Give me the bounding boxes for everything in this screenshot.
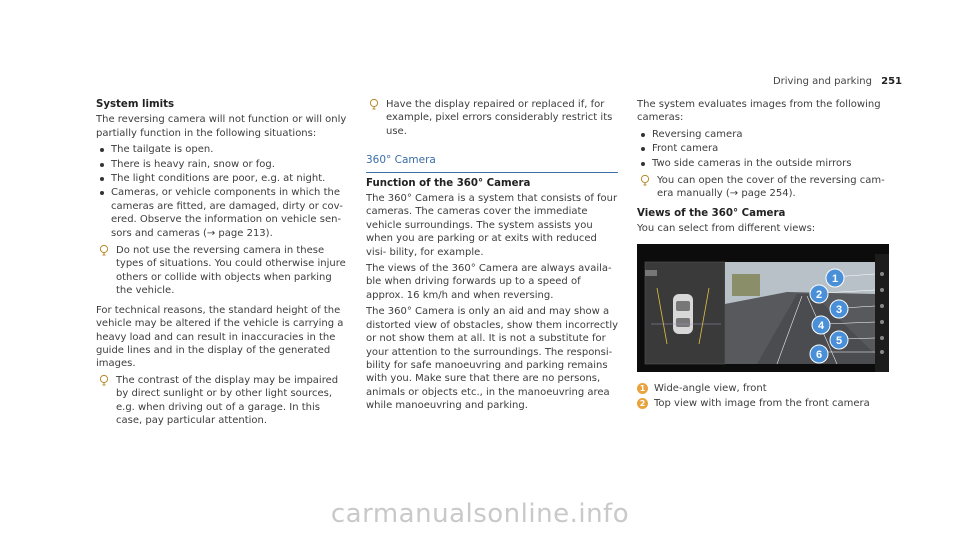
cameras-list [637, 128, 892, 170]
cameras-intro: The system evaluates images from the following cameras: [637, 99, 881, 124]
camera-display-image [637, 244, 889, 372]
list-item: Reversing camera [637, 128, 892, 141]
list-item: Cameras, or vehicle components in which the cameras are fitted, are damaged, dirty or cov- ered. Observe the information on vehicle sen- sors and cameras (→ page 213). [96, 186, 348, 240]
paragraph: The 360° Camera is a system that consists of four cameras. The cameras cover the immediate vehicle surroundings. The system assists you when you are parking or at exits with reduced visi- bility, for example. [366, 193, 618, 258]
bullet-icon [641, 147, 645, 151]
column-right [637, 98, 892, 412]
list-item: The light conditions are poor, e.g. at night. [96, 172, 348, 185]
views-intro: You can select from different views: [637, 223, 816, 235]
function-heading: Function of the 360° Camera [366, 177, 531, 189]
caption-item [637, 382, 892, 395]
bullet-icon [100, 191, 104, 195]
camera-view-illustration [637, 244, 889, 372]
svg-text:6: 6 [815, 348, 823, 361]
info-lamp-icon [639, 174, 651, 186]
list-item: There is heavy rain, snow or fog. [96, 158, 348, 171]
callout-badge-4 [812, 316, 830, 334]
note-block [366, 98, 618, 138]
svg-text:2: 2 [815, 288, 823, 301]
section-title: 360° Camera [366, 154, 618, 172]
svg-text:5: 5 [835, 334, 843, 347]
technical-reasons-text: For technical reasons, the standard height of the vehicle may be altered if the vehicle is carrying a heavy load and can result in inaccuracies in the guide lines and in the display of the generated images. [96, 304, 344, 370]
svg-text:1: 1 [831, 272, 839, 285]
note-block [96, 244, 348, 298]
column-left [96, 98, 348, 433]
info-lamp-icon [98, 244, 110, 256]
info-lamp-icon [98, 374, 110, 386]
svg-text:3: 3 [835, 303, 843, 316]
list-item: The tailgate is open. [96, 143, 348, 156]
column-middle [366, 98, 618, 416]
bullet-icon [100, 163, 104, 167]
bullet-icon [641, 133, 645, 137]
header-section: Driving and parking [772, 76, 872, 87]
svg-text:4: 4 [817, 319, 825, 332]
bullet-icon [641, 162, 645, 166]
list-item: Front camera [637, 142, 892, 155]
callout-badge-5 [830, 331, 848, 349]
system-limits-intro: The reversing camera will not function or will only partially function in the following situations: [96, 114, 347, 139]
system-limits-heading: System limits [96, 99, 175, 110]
caption-number-badge: 2 [637, 398, 648, 409]
callout-badge-6 [810, 345, 828, 363]
views-heading: Views of the 360° Camera [637, 207, 786, 219]
caption-text: Top view with image from the front camera [654, 398, 870, 410]
note-text: The contrast of the display may be impaired by direct sunlight or by other light sources, e.g. when driving out of a garage. In this case, pay particular attention. [116, 374, 339, 426]
note-text: You can open the cover of the reversing cam- era manually (→ page 254). [657, 175, 885, 200]
page-number: 251 [881, 76, 902, 87]
bullet-icon [100, 177, 104, 181]
callout-badge-1 [826, 269, 844, 287]
bullet-icon [100, 148, 104, 152]
watermark: carmanualsonline.info [330, 499, 630, 529]
note-text: Have the display repaired or replaced if, for example, pixel errors considerably restrict its use. [386, 99, 613, 137]
system-limits-list [96, 143, 348, 240]
caption-text: Wide-angle view, front [654, 382, 767, 394]
note-block [637, 174, 892, 201]
info-lamp-icon [368, 98, 380, 110]
note-text: Do not use the reversing camera in these types of situations. You could otherwise injure others or collide with objects when parking the vehicle. [116, 245, 346, 297]
paragraph: The views of the 360° Camera are always availa- ble when driving forwards up to a speed of approx. 16 km/h and when reversing. [366, 263, 612, 301]
caption-number-badge: 1 [637, 383, 648, 394]
page-header [773, 76, 902, 87]
paragraph: The 360° Camera is only an aid and may show a distorted view of obstacles, show them incorrectly or not show them at all. It is not a substitute for your attention to the surroundings. The responsi- bility for safe manoeuvring and parking remains with you. Make sure that there are no persons, animals or objects etc., in the manoeuvring area while manoeuvring and parking. [366, 306, 619, 412]
caption-item [637, 397, 892, 410]
note-block [96, 374, 348, 428]
list-item: Two side cameras in the outside mirrors [637, 157, 892, 170]
callout-badge-2 [810, 285, 828, 303]
callout-badge-3 [830, 300, 848, 318]
